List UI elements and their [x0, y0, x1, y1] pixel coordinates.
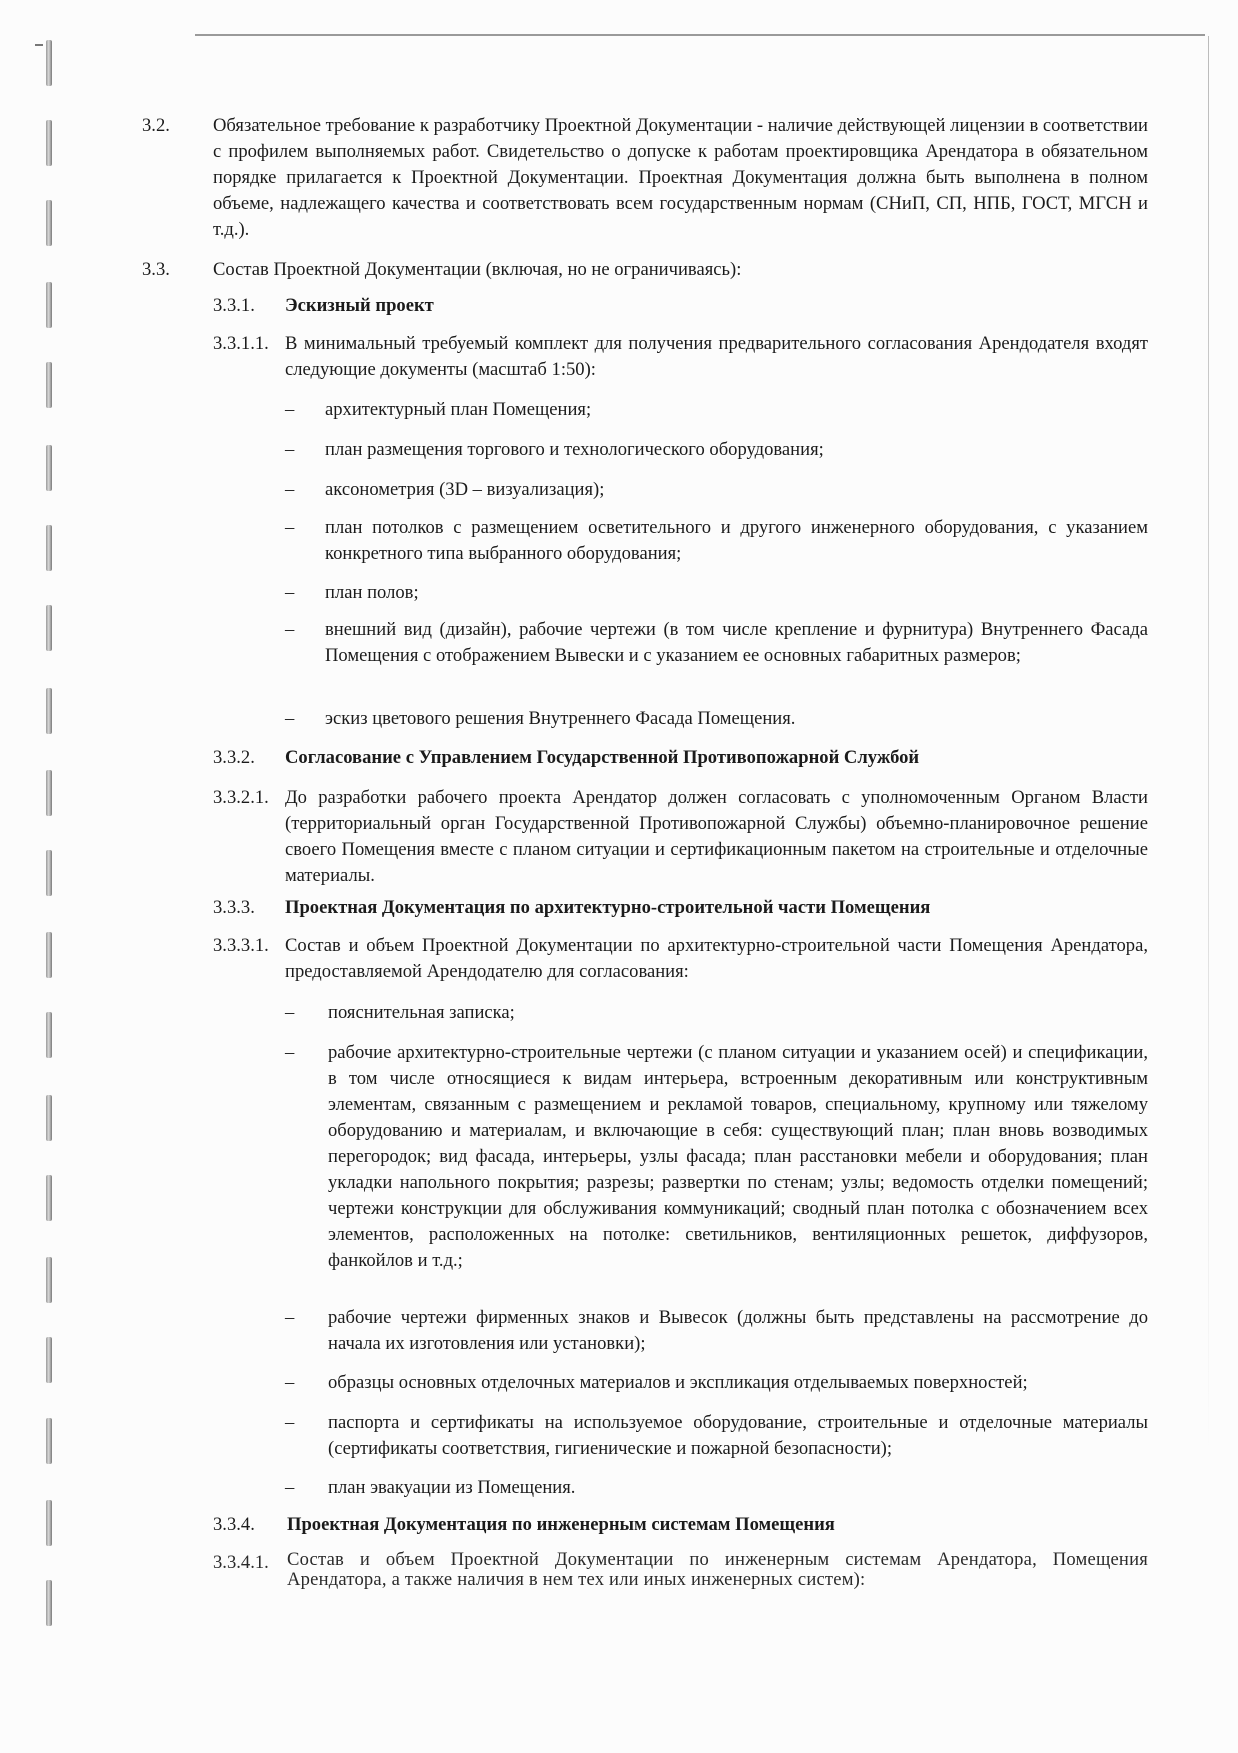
- clause-number: 3.3.1.1.: [213, 333, 269, 354]
- binding-hole: [46, 1257, 52, 1303]
- binding-hole: [46, 282, 52, 328]
- binding-hole: [46, 850, 52, 896]
- list-bullet: –: [285, 1307, 295, 1328]
- clause-number: 3.3.3.: [213, 897, 255, 918]
- binding-hole: [46, 1175, 52, 1221]
- list-item: пояснительная записка;: [328, 1002, 515, 1023]
- clause-text: До разработки рабочего проекта Арендатор должен согласовать с уполномоченным Органом Власти (территориальный орган Государственной Противопожарной Службы) объемно-планировочное решение своего Помещения вместе с планом ситуации и сертификационным пакетом на строительные и отделочные материалы.: [285, 787, 1148, 886]
- clause-number: 3.3.2.1.: [213, 787, 269, 808]
- list-bullet: –: [285, 439, 295, 460]
- binding-hole: [46, 1095, 52, 1141]
- clause-text: Обязательное требование к разработчику Проектной Документации - наличие действующей лицензии в соответствии с профилем выполняемых работ. Свидетельство о допуске к работам проектировщика Арендатора в обязательном порядке прилагается к Проектной Документации. Проектная Документация должна быть выполнена в полном объеме, надлежащего качества и соответствовать всем государственным нормам (СНиП, СП, НПБ, ГОСТ, МГСН и т.д.).: [213, 115, 1148, 240]
- list-bullet: –: [285, 708, 295, 729]
- section-heading: Эскизный проект: [285, 295, 434, 316]
- binding-hole: [46, 605, 52, 651]
- list-item: план эвакуации из Помещения.: [328, 1477, 576, 1498]
- list-bullet: –: [285, 1002, 295, 1023]
- list-item: архитектурный план Помещения;: [325, 399, 592, 420]
- binding-holes: [40, 0, 60, 1753]
- list-bullet: –: [285, 517, 295, 538]
- clause-number: 3.2.: [142, 115, 170, 136]
- list-bullet: –: [285, 1477, 295, 1498]
- binding-hole: [46, 932, 52, 978]
- list-item: эскиз цветового решения Внутреннего Фасада Помещения.: [325, 708, 796, 729]
- list-item: образцы основных отделочных материалов и экспликация отделываемых поверхностей;: [328, 1372, 1028, 1393]
- clause-number: 3.3.: [142, 259, 170, 280]
- list-item: паспорта и сертификаты на используемое оборудование, строительные и отделочные материалы (сертификаты соответствия, гигиенические и пожарной безопасности);: [328, 1412, 1148, 1459]
- binding-hole: [46, 445, 52, 491]
- section-heading: Проектная Документация по архитектурно-строительной части Помещения: [285, 897, 931, 918]
- page-edge: [1208, 36, 1209, 1456]
- list-bullet: –: [285, 582, 295, 603]
- top-rule: [195, 34, 1205, 36]
- clause-text: Состав Проектной Документации (включая, но не ограничиваясь):: [213, 259, 742, 280]
- list-bullet: –: [285, 1412, 295, 1433]
- list-bullet: –: [285, 1042, 295, 1063]
- list-item: аксонометрия (3D – визуализация);: [325, 479, 605, 500]
- list-item: рабочие чертежи фирменных знаков и Вывесок (должны быть представлены на рассмотрение до начала их изготовления или установки);: [328, 1307, 1148, 1354]
- clause-number: 3.3.3.1.: [213, 935, 269, 956]
- list-item: рабочие архитектурно-строительные чертежи (с планом ситуации и указанием осей) и спецификации, в том числе относящиеся к видам интерьера, встроенным декоративным или конструктивным элементам, связанным с размещением и рекламой товаров, специальному, крупному или тяжелому оборудованию и материалам, и включающие в себя: существующий план; план вновь возводимых перегородок; вид фасада, интерьеры, узлы фасада; план расстановки мебели и оборудования; план укладки напольного покрытия; разрезы; развертки по стенам; узлы; ведомость отделки помещений; чертежи конструкции для обслуживания коммуникаций; сводный план потолка с обозначением всех элементов, расположенных на потолке: светильников, вентиляционных решеток, диффузоров, фанкойлов и т.д.;: [328, 1042, 1148, 1271]
- list-bullet: –: [285, 1372, 295, 1393]
- list-item: план потолков с размещением осветительного и другого инженерного оборудования, с указанием конкретного типа выбранного оборудования;: [325, 517, 1148, 564]
- binding-hole: [46, 1012, 52, 1058]
- section-heading: Проектная Документация по инженерным системам Помещения: [287, 1514, 835, 1535]
- binding-hole: [46, 200, 52, 246]
- binding-hole: [46, 770, 52, 816]
- clause-number: 3.3.2.: [213, 747, 255, 768]
- list-bullet: –: [285, 479, 295, 500]
- clause-text: Состав и объем Проектной Документации по архитектурно-строительной части Помещения Арендатора, предоставляемой Арендодателю для согласования:: [285, 935, 1148, 982]
- binding-hole: [46, 120, 52, 166]
- clause-number: 3.3.4.: [213, 1514, 255, 1535]
- clause-text: Состав и объем Проектной Документации по инженерным системам Арендатора, Помещения Арендатора, а также наличия в нем тех или иных инженерных систем):: [287, 1549, 1148, 1590]
- binding-hole: [46, 525, 52, 571]
- binding-hole: [46, 362, 52, 408]
- list-bullet: –: [285, 399, 295, 420]
- clause-text: В минимальный требуемый комплект для получения предварительного согласования Арендодателя входят следующие документы (масштаб 1:50):: [285, 333, 1148, 380]
- list-item: внешний вид (дизайн), рабочие чертежи (в том числе крепление и фурнитура) Внутреннего Фасада Помещения с отображением Вывески и с указанием ее основных габаритных размеров;: [325, 619, 1148, 666]
- list-item: план размещения торгового и технологического оборудования;: [325, 439, 824, 460]
- clause-number: 3.3.4.1.: [213, 1552, 269, 1573]
- list-item: план полов;: [325, 582, 419, 603]
- binding-hole: [46, 688, 52, 734]
- binding-hole: [46, 1580, 52, 1626]
- binding-hole: [46, 40, 52, 86]
- list-bullet: –: [285, 619, 295, 640]
- binding-hole: [46, 1337, 52, 1383]
- binding-hole: [46, 1500, 52, 1546]
- section-heading: Согласование с Управлением Государственной Противопожарной Службой: [285, 747, 920, 768]
- clause-number: 3.3.1.: [213, 295, 255, 316]
- binding-hole: [46, 1418, 52, 1464]
